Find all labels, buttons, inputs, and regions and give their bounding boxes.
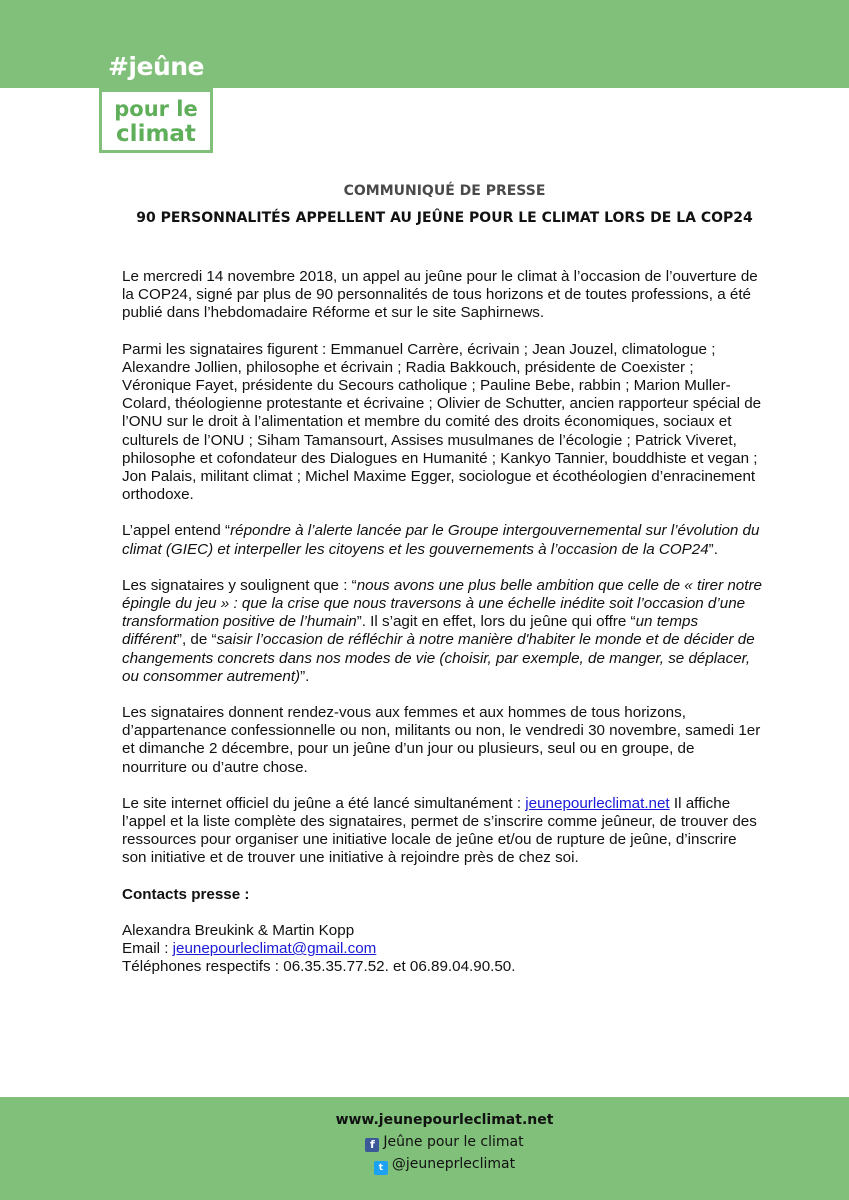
- ambition-text-1: ”. Il s’agit en effet, lors du jeûne qui offre “: [356, 613, 636, 631]
- ambition-quote-3: saisir l’occasion de réfléchir à notre manière d'habiter le monde et de décider de changements concrets dans nos modes de vie (choisir, par exemple, de manger, se déplacer, ou consommer autrement): [122, 631, 755, 685]
- footer-website[interactable]: www.jeunepourleclimat.net: [335, 1112, 554, 1128]
- twitter-icon: t: [374, 1161, 388, 1175]
- twitter-label: @jeuneprleclimat: [391, 1156, 516, 1172]
- ambition-quote-1: nous avons une plus belle ambition que celle de « tirer notre épingle du jeu » : que la crise que nous traversons à une échelle inédite soit l’occasion d’une transformation positive de l’humain: [122, 576, 762, 631]
- ambition-text-2: ”, de “: [176, 631, 217, 649]
- website-lead: Le site internet officiel du jeûne a été lancé simultanément :: [122, 794, 526, 812]
- press-release-body: [122, 268, 762, 977]
- facebook-label: Jeûne pour le climat: [383, 1134, 524, 1150]
- logo-line2: pour le: [114, 97, 198, 121]
- contacts-heading: Contacts presse :: [122, 885, 250, 903]
- footer-facebook[interactable]: [0, 1134, 849, 1152]
- appeal-end: ”.: [708, 540, 718, 558]
- logo-hashtag: #jeûne: [102, 42, 210, 92]
- facebook-icon: f: [365, 1138, 379, 1152]
- contacts-phones: Téléphones respectifs : 06.35.35.77.52. et 06.89.04.90.50.: [122, 958, 516, 976]
- paragraph-intro: Le mercredi 14 novembre 2018, un appel au jeûne pour le climat à l’occasion de l’ouverture de la COP24, signé par plus de 90 personnalités de tous horizons et de toutes professions, a été publié dans l’hebdomadaire Réforme et sur le site Saphirnews.: [122, 268, 758, 322]
- headline: 90 PERSONNALITÉS APPELLENT AU JEÛNE POUR LE CLIMAT LORS DE LA COP24: [136, 210, 753, 226]
- email-label: Email :: [122, 940, 173, 958]
- contacts-email-line: [122, 940, 762, 958]
- paragraph-appeal: [122, 522, 762, 558]
- email-link[interactable]: jeunepourleclimat@gmail.com: [172, 940, 377, 958]
- title-block: [0, 180, 849, 231]
- paragraph-website: [122, 795, 762, 868]
- contacts-names: Alexandra Breukink & Martin Kopp: [122, 921, 355, 939]
- press-release-label: COMMUNIQUÉ DE PRESSE: [343, 183, 546, 199]
- ambition-lead: Les signataires y soulignent que : “: [122, 576, 357, 594]
- website-text: Il affiche l’appel et la liste complète des signataires, permet de s’inscrire comme jeûneur, de trouver des ressources pour organiser une initiative locale de jeûne et/ou de rupture de jeûne, d’inscrire son initiative et de trouver une initiative à rejoindre près de chez soi.: [122, 794, 757, 867]
- website-link[interactable]: jeunepourleclimat.net: [525, 794, 670, 812]
- logo: [99, 39, 213, 153]
- appeal-lead: L’appel entend “: [122, 522, 231, 540]
- paragraph-ambition: [122, 577, 762, 686]
- logo-line3: climat: [116, 121, 196, 147]
- ambition-end: ”.: [300, 667, 310, 685]
- footer-twitter[interactable]: [0, 1156, 849, 1175]
- paragraph-rendezvous: Les signataires donnent rendez-vous aux femmes et aux hommes de tous horizons, d’appartenance confessionnelle ou non, militants ou non, le vendredi 30 novembre, samedi 1er et dimanche 2 décembre, pour un jeûne d’un jour ou plusieurs, seul ou en groupe, de nourriture ou d’autre chose.: [122, 704, 761, 776]
- paragraph-signatories: Parmi les signataires figurent : Emmanuel Carrère, écrivain ; Jean Jouzel, climatologue ; Alexandre Jollien, philosophe et écrivain ; Radia Bakkouch, présidente de Coexister ; Véronique Fayet, présidente du Secours catholique ; Pauline Bebe, rabbin ; Marion Muller-Colard, théologienne protestante et écrivaine ; Olivier de Schutter, ancien rapporteur spécial de l’ONU sur le droit à l’alimentation et membre du comité des droits économiques, sociaux et culturels de l’ONU ; Siham Tamansourt, Assises musulmanes de l’écologie ; Patrick Viveret, philosophe et cofondateur des Dialogues en Humanité ; Kankyo Tannier, bouddhiste et vegan ; Jon Palais, militant climat ; Michel Maxime Egger, sociologue et écothéologien d’enracinement orthodoxe.: [122, 340, 762, 504]
- appeal-quote: répondre à l’alerte lancée par le Groupe intergouvernemental sur l’évolution du climat (GIEC) et interpeller les citoyens et les gouvernements à l’occasion de la COP24: [122, 522, 760, 558]
- ambition-quote-2: un temps différent: [122, 613, 699, 649]
